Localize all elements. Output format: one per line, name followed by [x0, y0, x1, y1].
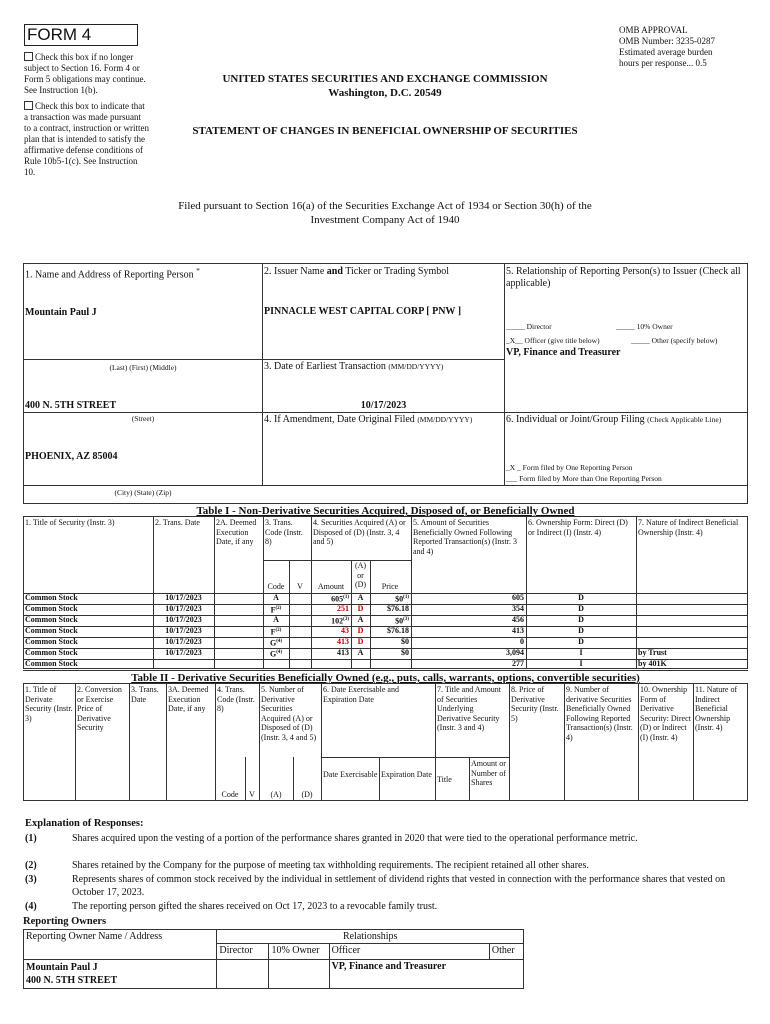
row-amount: 605$^{(1)}$: [331, 594, 349, 604]
t1-header-code: 3. Trans. Code (Instr. 8): [265, 518, 303, 546]
filing-one-person: _X _ Form filed by One Reporting Person: [506, 463, 633, 472]
explanation-heading: Explanation of Responses:: [25, 818, 144, 829]
grid-line: [564, 683, 565, 801]
footnote-text: The reporting person gifted the shares received on Oct 17, 2023 to a revocable family trust.: [72, 901, 438, 912]
row-trans-date: 10/17/2023: [165, 604, 202, 613]
row-owned: 3,094: [506, 648, 524, 657]
checkbox-rule10b5[interactable]: [24, 101, 150, 178]
owner-address: 400 N. 5TH STREET: [26, 975, 118, 986]
owner-director-cell: [217, 960, 269, 989]
row-security-title: Common Stock: [25, 648, 78, 657]
row-code: $G^{(4)}$: [269, 649, 283, 659]
form-title: FORM 4: [24, 24, 138, 46]
row-owned: 456: [512, 615, 524, 624]
amount-footnote: (1): [343, 595, 349, 600]
t1-header-nature: 7. Nature of Indirect Beneficial Ownership (Instr. 4): [638, 518, 739, 537]
row-a-or-d: A: [357, 615, 364, 624]
owners-col-relationships: Relationships: [217, 930, 524, 944]
t2-header-title: 1. Title of Derivate Security (Instr. 3): [25, 685, 73, 723]
row-amount: 251: [337, 604, 349, 613]
row-ownership-form: D: [578, 593, 584, 602]
box2-label-and: and: [326, 266, 343, 277]
row-code: A: [273, 593, 279, 602]
reporting-street: 400 N. 5TH STREET: [25, 400, 117, 411]
t1-sub-code: Code: [267, 582, 285, 591]
grid-line: [379, 757, 380, 801]
row-code: $F^{(2)}$: [270, 605, 282, 615]
t2-sub-v: V: [249, 790, 255, 799]
row-security-title: Common Stock: [25, 659, 78, 668]
grid-line: [129, 683, 130, 801]
grid-line: [259, 683, 260, 801]
owner-officer-title: VP, Finance and Treasurer: [329, 960, 489, 989]
relationship-director: _____ Director: [506, 322, 552, 331]
row-ownership-form: I: [579, 659, 583, 668]
row-trans-date: 10/17/2023: [165, 593, 202, 602]
t1-header-form: 6. Ownership Form: Direct (D) or Indirect (I) (Instr. 4): [528, 518, 628, 537]
relationship-other: _____ Other (specify below): [631, 336, 718, 345]
grid-line: [215, 683, 216, 801]
city-caption: (City) (State) (Zip): [114, 488, 172, 497]
footnote-number: (4): [25, 901, 37, 912]
box1-footnote-mark: *: [196, 266, 200, 275]
grid-line: [636, 593, 637, 669]
owner-name-address: [24, 960, 217, 989]
owners-heading: Reporting Owners: [23, 916, 107, 927]
officer-title: VP, Finance and Treasurer: [506, 347, 621, 358]
filed-line: Filed pursuant to Section 16(a) of the Securities Exchange Act of 1934 or Section 30(h) of the: [178, 200, 592, 212]
reporting-person-name: Mountain Paul J: [25, 307, 97, 318]
code-footnote: (2): [275, 606, 282, 611]
divider: [23, 485, 748, 486]
row-a-or-d: D: [357, 626, 364, 635]
footnote-number: (3): [25, 874, 37, 885]
row-security-title: Common Stock: [25, 615, 78, 624]
row-ownership-form: D: [578, 604, 584, 613]
grid-line: [469, 757, 470, 801]
row-price: $76.18: [387, 626, 409, 635]
row-ownership-form: D: [578, 615, 584, 624]
grid-line: [321, 683, 322, 801]
box4-hint: (MM/DD/YYYY): [417, 415, 473, 424]
t1-header-title: 1. Title of Security (Instr. 3): [25, 518, 115, 527]
grid-line: [321, 757, 509, 758]
box5-label: 5. Relationship of Reporting Person(s) to Issuer (Check all applicable): [506, 266, 741, 289]
table1-title: Table I - Non-Derivative Securities Acquired, Disposed of, or Beneficially Owned: [196, 505, 575, 517]
omb-line: OMB APPROVAL: [619, 25, 688, 35]
divider: [23, 412, 263, 413]
grid-line: [214, 516, 215, 593]
row-owned: 0: [520, 637, 524, 646]
statement-title: STATEMENT OF CHANGES IN BENEFICIAL OWNERSHIP OF SECURITIES: [192, 125, 578, 137]
grid-line: [23, 670, 748, 671]
t2-header-number: 5. Number of Derivative Securities Acquired (A) or Disposed of (D) (Instr. 3, 4 and 5): [261, 685, 317, 742]
relationship-10pct: _____ 10% Owner: [616, 322, 673, 331]
relationship-officer: _X__ Officer (give title below): [506, 336, 600, 345]
grid-line: [75, 683, 76, 801]
grid-line: [509, 683, 510, 801]
t1-header-owned: 5. Amount of Securities Beneficially Owned Following Reported Transaction(s) (Instr. 3 and 4): [413, 518, 517, 556]
checkbox-section16-label: Check this box if no longer subject to Section 16. Form 4 or Form 5 obligations may continue. See Instruction 1(b).: [24, 52, 146, 95]
grid-line: [289, 593, 290, 669]
divider: [23, 359, 263, 360]
t1-sub-price: Price: [381, 582, 399, 591]
grid-line: [636, 516, 637, 593]
box2-label-b: Ticker or Trading Symbol: [342, 266, 450, 277]
row-amount: 102$^{(3)}$: [331, 616, 349, 626]
omb-line: Estimated average burden: [619, 47, 713, 57]
row-price: $0$^{(3)}$: [395, 616, 409, 626]
footnote-text: Shares acquired upon the vesting of a portion of the performance shares granted in 2020 that were tied to the operational performance metric.: [72, 833, 638, 844]
owners-col-name: Reporting Owner Name / Address: [24, 930, 217, 944]
row-a-or-d: D: [357, 604, 364, 613]
box1-label: [25, 266, 200, 281]
grid-line: [435, 683, 436, 801]
row-owned: 605: [512, 593, 524, 602]
checkbox-section16-box[interactable]: [24, 52, 33, 61]
code-footnote: (4): [276, 650, 283, 655]
divider: [262, 263, 263, 485]
grid-line: [638, 683, 639, 801]
omb-line: OMB Number: 3235-0287: [619, 36, 715, 46]
row-trans-date: 10/17/2023: [165, 637, 202, 646]
t2-sub-expiration: Expiration Date: [381, 770, 432, 779]
code-footnote: (4): [276, 639, 283, 644]
row-a-or-d: A: [357, 593, 364, 602]
row-security-title: Common Stock: [25, 593, 78, 602]
grid-line: [526, 516, 527, 593]
divider: [262, 359, 505, 360]
code-footnote: (2): [275, 628, 282, 633]
row-trans-date: 10/17/2023: [165, 615, 202, 624]
box6-label: [506, 414, 746, 426]
row-ownership-form: D: [578, 626, 584, 635]
divider: [262, 412, 748, 413]
owners-col-10pct: 10% Owner: [269, 944, 329, 960]
reporting-section: [23, 263, 748, 504]
t2-header-price: 8. Price of Derivative Security (Instr. 5): [511, 685, 559, 723]
issuer-name: PINNACLE WEST CAPITAL CORP [ PNW ]: [264, 306, 462, 317]
owners-col-other: Other: [489, 944, 523, 960]
footnote-text: Shares retained by the Company for the purpose of meeting tax withholding requirements. The recipient retained all other shares.: [72, 860, 589, 871]
t2-sub-title: Title: [437, 775, 452, 784]
price-footnote: (1): [403, 595, 409, 600]
t2-sub-code: Code: [221, 790, 239, 799]
row-trans-date: 10/17/2023: [165, 626, 202, 635]
footnote-number: (1): [25, 833, 37, 844]
reporting-city: PHOENIX, AZ 85004: [25, 451, 118, 462]
t1-sub-v: V: [297, 582, 303, 591]
transaction-date: 10/17/2023: [360, 400, 407, 411]
t2-header-exercisable: 6. Date Exercisable and Expiration Date: [323, 685, 399, 704]
box2-label: [264, 266, 449, 278]
row-owned: 354: [512, 604, 524, 613]
t1-header-deemed: 2A. Deemed Execution Date, if any: [216, 518, 257, 546]
box2-label-a: 2. Issuer Name: [264, 266, 327, 277]
filing-multiple: ___ Form filed by More than One Reporting Person: [506, 474, 662, 483]
t1-header-date: 2. Trans. Date: [155, 518, 200, 527]
row-amount: 43: [341, 626, 349, 635]
row-amount: 413: [337, 648, 349, 657]
box1-label-text: 1. Name and Address of Reporting Person: [25, 269, 194, 281]
row-security-title: Common Stock: [25, 626, 78, 635]
t1-sub-amount: Amount: [317, 582, 345, 591]
t2-header-form: 10. Ownership Form of Derivative Security: Direct (D) or Indirect (I) (Instr. 4): [640, 685, 691, 742]
row-code: $F^{(2)}$: [270, 627, 282, 637]
box6-label-text: 6. Individual or Joint/Group Filing: [506, 414, 645, 425]
row-ownership-form: I: [579, 648, 583, 657]
filed-line: Investment Company Act of 1940: [310, 214, 460, 226]
owner-10pct-cell: [269, 960, 329, 989]
t1-sub-aord: (A) or (D): [354, 561, 367, 589]
row-amount: 413: [337, 637, 349, 646]
agency-location: Washington, D.C. 20549: [328, 87, 442, 99]
grid-line: [214, 593, 215, 669]
t2-header-date: 3. Trans. Date: [131, 685, 159, 704]
row-security-title: Common Stock: [25, 637, 78, 646]
box3-label: [264, 361, 443, 373]
name-caption: (Last) (First) (Middle): [109, 363, 177, 372]
t2-sub-amount: Amount or Number of Shares: [471, 759, 506, 787]
box6-hint: (Check Applicable Line): [647, 415, 722, 424]
omb-line: hours per response... 0.5: [619, 58, 707, 68]
row-a-or-d: D: [357, 637, 364, 646]
box4-label-text: 4. If Amendment, Date Original Filed: [264, 414, 415, 425]
owner-other-cell: [489, 960, 523, 989]
t2-header-code: 4. Trans. Code (Instr. 8): [217, 685, 255, 713]
grid-line: [263, 560, 411, 561]
t2-header-conversion: 2. Conversion or Exercise Price of Derivative Security: [77, 685, 122, 732]
omb-approval: [619, 25, 749, 69]
t2-sub-d: (D): [301, 790, 313, 799]
row-security-title: Common Stock: [25, 604, 78, 613]
filed-pursuant: [100, 199, 670, 227]
owners-blank: [24, 944, 217, 960]
row-price: $0: [401, 637, 409, 646]
owners-table: [23, 929, 524, 989]
box3-hint: (MM/DD/YYYY): [388, 362, 444, 371]
t2-sub-date-exercisable: Date Exercisable: [323, 770, 378, 779]
t2-sub-a: (A): [270, 790, 282, 799]
checkbox-rule10b5-box[interactable]: [24, 101, 33, 110]
grid-line: [166, 683, 167, 801]
row-a-or-d: A: [357, 648, 364, 657]
box4-label: [264, 414, 472, 426]
footnote-text: Represents shares of common stock received by the individual in settlement of dividend rights that vested in connection with the performance shares that vested on October 17, 2023.: [72, 874, 726, 898]
checkbox-section16[interactable]: [24, 52, 150, 96]
row-code: A: [273, 615, 279, 624]
t2-header-underlying: 7. Title and Amount of Securities Underlying Derivative Security (Instr. 3 and 4): [437, 685, 502, 732]
row-price: $76.18: [387, 604, 409, 613]
owners-col-director: Director: [217, 944, 269, 960]
row-owned: 277: [512, 659, 524, 668]
t2-header-nature: 11. Nature of Indirect Beneficial Ownership (Instr. 4): [695, 685, 738, 732]
amount-footnote: (3): [343, 617, 349, 622]
box3-label-text: 3. Date of Earliest Transaction: [264, 361, 386, 372]
row-ownership-form: D: [578, 637, 584, 646]
row-owned: 413: [512, 626, 524, 635]
grid-line: [153, 516, 154, 593]
agency-name: UNITED STATES SECURITIES AND EXCHANGE COMMISSION: [222, 73, 548, 85]
t2-header-deemed: 3A. Deemed Execution Date, if any: [168, 685, 209, 713]
row-trans-date: 10/17/2023: [165, 648, 202, 657]
footnote-number: (2): [25, 860, 37, 871]
street-caption: (Street): [131, 414, 155, 423]
row-nature: by Trust: [638, 648, 667, 657]
t2-header-owned: 9. Number of derivative Securities Beneficially Owned Following Reported Transaction(s) (Instr. 4): [566, 685, 633, 742]
t1-header-acquired: 4. Securities Acquired (A) or Disposed of (D) (Instr. 3, 4 and 5): [313, 518, 406, 546]
owners-col-officer: Officer: [329, 944, 489, 960]
row-price: $0: [401, 648, 409, 657]
table2-title: Table II - Derivative Securities Beneficially Owned (e.g., puts, calls, warrants, options, convertible securities): [131, 672, 640, 684]
divider: [504, 263, 505, 485]
row-price: $0$^{(1)}$: [395, 594, 409, 604]
checkbox-rule10b5-label: Check this box to indicate that a transaction was made pursuant to a contract, instruction or written plan that is intended to satisfy the affirmative defense conditions of Rule 10b5-1(c). See Instruction 10.: [24, 101, 149, 177]
grid-line: [411, 516, 412, 593]
price-footnote: (3): [403, 617, 409, 622]
row-nature: by 401K: [638, 659, 667, 668]
row-code: $G^{(4)}$: [269, 638, 283, 648]
owner-name: Mountain Paul J: [26, 962, 98, 973]
